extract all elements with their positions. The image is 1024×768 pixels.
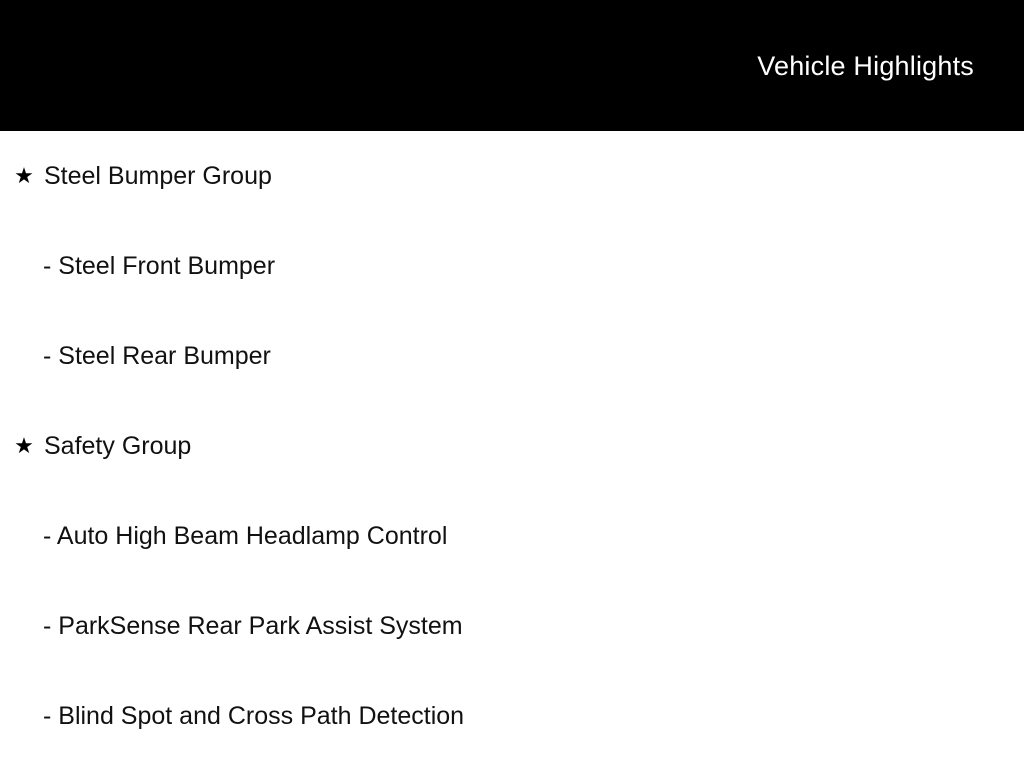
highlight-item-label: - Blind Spot and Cross Path Detection [43,702,465,730]
highlight-group-label: Safety Group [44,432,192,460]
star-icon: ★ [14,433,34,458]
highlight-item-label: - Auto High Beam Headlamp Control [43,522,448,550]
highlight-group-label: Steel Bumper Group [44,162,272,190]
highlight-item-row [0,671,1024,761]
highlight-item-row [0,311,1024,401]
highlight-item-row [0,581,1024,671]
highlight-item-label: - Steel Front Bumper [43,252,276,280]
highlight-group-row [0,401,1024,491]
highlight-group-row [0,131,1024,221]
highlights-list [0,131,1024,761]
highlight-item-row [0,491,1024,581]
highlight-item-label: - ParkSense Rear Park Assist System [43,612,463,640]
page-title: Vehicle Highlights [757,51,974,81]
header-bar [0,0,1024,131]
star-icon: ★ [14,163,34,188]
highlight-item-row [0,221,1024,311]
highlight-item-label: - Steel Rear Bumper [43,342,271,370]
